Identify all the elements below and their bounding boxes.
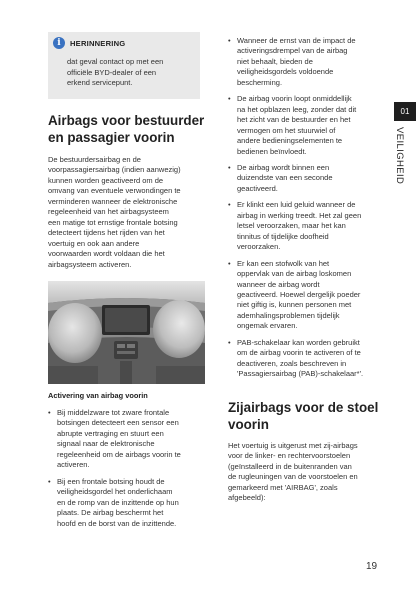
list-item: • Er klinkt een luid geluid wanneer de airbag in werking treedt. Het zal geen letsel veroorzaken, maar het kan tinnitus of tijdelijke doofheid veroorzaken. <box>228 200 362 252</box>
photo-caption: Activering van airbag voorin <box>48 391 148 400</box>
reminder-note-header <box>53 37 125 49</box>
list-item: • Bij een frontale botsing houdt de veiligheidsgordel het onderlichaam en de romp van de inzittende op hun plaats. De airbag beschermt het hoofd en de borst van de inzittende. <box>48 476 179 528</box>
list-item: • De airbag voorin loopt onmiddellijk na het opblazen leeg, zonder dat dit het zicht van de bestuurder en het vermogen om het stuurwiel of andere bedieningselementen te bedienen beïnvloedt. <box>228 94 357 156</box>
side-airbags-paragraph: Het voertuig is uitgerust met zij-airbags voor de linker- en rechtervoorstoelen (geïnstalleerd in de buitenranden van de rugleuningen van de voorstoelen en gemarkeerd met 'AIRBAG', zoals afgebeeld): <box>228 441 358 503</box>
chapter-title-vertical: VEILIGHEID <box>394 127 405 185</box>
car-interior-illustration <box>48 281 205 384</box>
page-number: 19 <box>366 561 378 572</box>
section-heading-side-airbags: Zijairbags voor de stoel voorin <box>228 400 379 432</box>
info-icon: i <box>53 37 65 49</box>
list-item: • Wanneer de ernst van de impact de activeringsdrempel van de airbag niet behaalt, bieden de veiligheidsgordels voldoende bescherming. <box>228 36 356 87</box>
list-item: • De airbag wordt binnen een duizendste van een seconde geactiveerd. <box>228 162 333 193</box>
note-line: officiële BYD-dealer of een <box>67 67 157 77</box>
front-airbags-paragraph: De bestuurdersairbag en de voorpassagiersairbag (indien aanwezig) kunnen worden geactiveerd om de omvang van eventuele verwondingen te verminderen wanneer de elektronische regeleenheid van het airbagsysteem een matige tot ernstige frontale botsing detecteert tijdens het rijden van het voertuig en ook aan andere voorwaarden wordt voldaan die het airbagsysteem activeren. <box>48 155 181 269</box>
note-line: dat geval contact op met een <box>67 57 164 66</box>
front-airbag-deployment-photo <box>48 281 205 384</box>
reminder-note-title: HERINNERING <box>70 38 126 48</box>
list-item: • Bij middelzware tot zware frontale botsingen detecteert een sensor een abrupte vertraging en stuurt een signaal naar de elektronische regeleenheid om de airbags voorin te activeren. <box>48 408 181 470</box>
chapter-number-tab: 01 <box>394 102 416 121</box>
list-item: • Er kan een stofwolk van het oppervlak van de airbag loskomen wanneer de airbag wordt geactiveerd. Hoewel dergelijk poeder niet giftig is, kunnen personen met ademhalingsproblemen tijdelijk ongemak ervaren. <box>228 258 361 331</box>
reminder-note-text <box>67 57 195 89</box>
section-heading-front-airbags: Airbags voor bestuurder en passagier voorin <box>48 113 205 145</box>
reminder-note <box>48 32 200 99</box>
airbag-facts-list <box>228 36 388 380</box>
note-line: erkend servicepunt. <box>67 78 133 88</box>
front-airbag-activation-list <box>48 408 210 529</box>
list-item: • PAB-schakelaar kan worden gebruikt om de airbag voorin te activeren of te deactiveren, zoals beschreven in 'Passagiersairbag (PAB)-schakelaar*'. <box>228 337 364 379</box>
